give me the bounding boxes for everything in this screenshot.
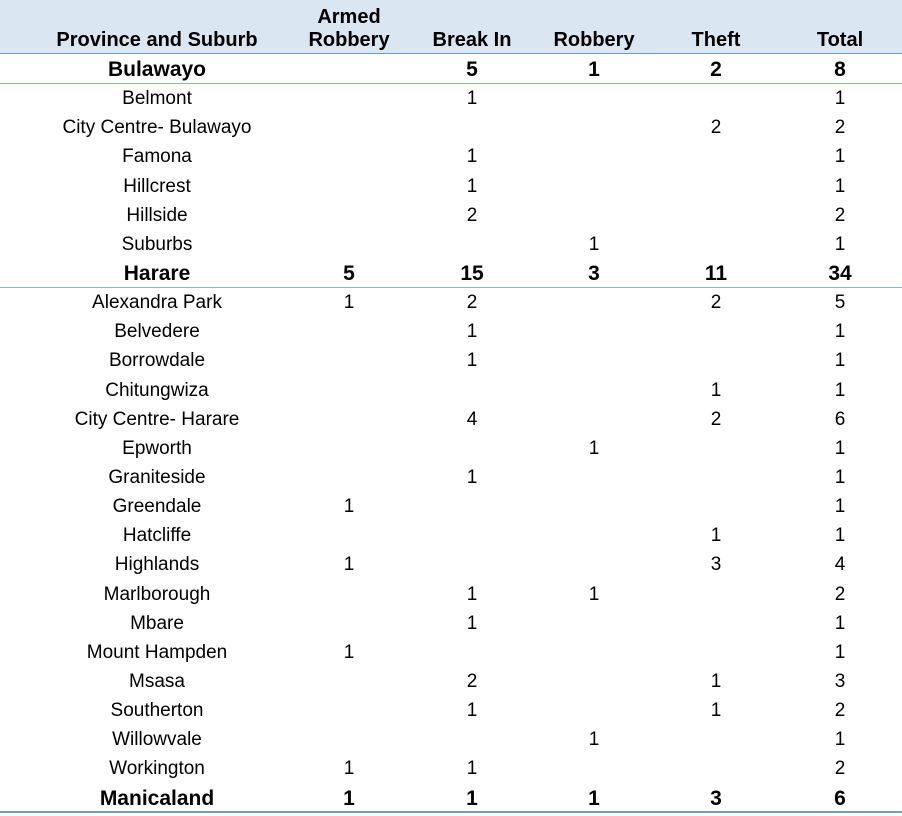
- province-row: [0, 784, 902, 813]
- suburb-row: [0, 638, 902, 667]
- table-body: [0, 55, 902, 813]
- cell-total: 1: [834, 379, 846, 401]
- cell-break-in: 1: [466, 350, 478, 372]
- suburb-row: [0, 754, 902, 783]
- cell-robbery: [544, 638, 644, 667]
- cell-robbery: [544, 463, 644, 492]
- suburb-row: [0, 288, 902, 317]
- cell-theft: [666, 609, 766, 638]
- cell-total: 1: [834, 321, 846, 343]
- suburb-row: [0, 550, 902, 579]
- cell-robbery: [544, 288, 644, 317]
- cell-robbery: [544, 667, 644, 696]
- cell-break-in: [422, 113, 522, 142]
- cell-total: 2: [834, 204, 846, 226]
- cell-theft: [666, 201, 766, 230]
- cell-robbery: [544, 113, 644, 142]
- cell-total: 1: [834, 466, 846, 488]
- suburb-row: [0, 725, 902, 754]
- cell-total: 1: [834, 350, 846, 372]
- cell-robbery: [544, 609, 644, 638]
- cell-robbery: 1: [588, 729, 600, 751]
- cell-theft: 1: [710, 670, 722, 692]
- suburb-row: [0, 521, 902, 550]
- cell-robbery: [544, 317, 644, 346]
- cell-theft: 1: [710, 379, 722, 401]
- header-robbery: Robbery: [553, 29, 635, 51]
- row-name: Marlborough: [103, 583, 211, 605]
- cell-theft: 11: [704, 261, 728, 285]
- suburb-row: [0, 113, 902, 142]
- cell-theft: [666, 346, 766, 375]
- cell-total: 1: [834, 175, 846, 197]
- cell-total: 1: [834, 88, 846, 110]
- suburb-row: [0, 696, 902, 725]
- row-name: Workington: [109, 758, 205, 780]
- row-name: Famona: [122, 146, 192, 168]
- cell-total: 4: [834, 554, 846, 576]
- cell-break-in: 5: [466, 58, 478, 81]
- cell-total: 2: [834, 758, 846, 780]
- cell-total: 6: [834, 408, 846, 430]
- cell-break-in: [422, 725, 522, 754]
- row-name: Hatcliffe: [122, 525, 192, 547]
- header-armed-line1: Armed: [317, 6, 381, 28]
- suburb-row: [0, 317, 902, 346]
- row-name: Belvedere: [114, 321, 200, 343]
- cell-total: 5: [834, 292, 846, 314]
- cell-theft: 2: [710, 117, 722, 139]
- cell-theft: [666, 580, 766, 609]
- cell-armed-robbery: [299, 113, 399, 142]
- cell-theft: 1: [710, 525, 722, 547]
- cell-armed-robbery: 1: [343, 758, 355, 780]
- cell-robbery: [544, 172, 644, 201]
- suburb-row: [0, 142, 902, 171]
- suburb-row: [0, 230, 902, 259]
- row-name: Highlands: [114, 554, 200, 576]
- cell-theft: [666, 754, 766, 783]
- cell-break-in: [422, 550, 522, 579]
- cell-total: 6: [834, 786, 846, 810]
- suburb-row: [0, 434, 902, 463]
- cell-total: 34: [828, 261, 852, 285]
- row-name: Harare: [123, 261, 191, 285]
- cell-theft: 3: [710, 786, 722, 810]
- cell-theft: [666, 638, 766, 667]
- suburb-row: [0, 376, 902, 405]
- cell-theft: [666, 230, 766, 259]
- suburb-row: [0, 84, 902, 113]
- cell-theft: 1: [710, 700, 722, 722]
- row-name: Belmont: [122, 88, 192, 110]
- cell-armed-robbery: [299, 667, 399, 696]
- header-total: Total: [816, 29, 864, 51]
- cell-total: 1: [834, 612, 846, 634]
- cell-break-in: 1: [466, 175, 478, 197]
- cell-total: 2: [834, 117, 846, 139]
- row-name: Msasa: [129, 670, 185, 692]
- cell-total: 1: [834, 641, 846, 663]
- cell-break-in: [422, 521, 522, 550]
- row-name: Mbare: [130, 612, 184, 634]
- cell-armed-robbery: [299, 521, 399, 550]
- cell-break-in: 1: [466, 700, 478, 722]
- row-name: Epworth: [122, 437, 192, 459]
- cell-robbery: 1: [588, 437, 600, 459]
- header-break-in: Break In: [432, 29, 512, 51]
- cell-break-in: 4: [466, 408, 478, 430]
- row-name: Hillcrest: [123, 175, 191, 197]
- cell-robbery: [544, 201, 644, 230]
- cell-robbery: 1: [588, 583, 600, 605]
- cell-robbery: 1: [588, 233, 600, 255]
- suburb-row: [0, 172, 902, 201]
- cell-total: 1: [834, 233, 846, 255]
- cell-theft: [666, 142, 766, 171]
- cell-break-in: [422, 434, 522, 463]
- cell-robbery: [544, 142, 644, 171]
- cell-armed-robbery: 1: [343, 554, 355, 576]
- cell-robbery: 1: [588, 58, 600, 81]
- cell-break-in: [422, 492, 522, 521]
- cell-robbery: [544, 84, 644, 113]
- cell-total: 1: [834, 496, 846, 518]
- cell-armed-robbery: [299, 172, 399, 201]
- cell-break-in: 2: [466, 670, 478, 692]
- row-name: Hillside: [126, 204, 188, 226]
- cell-armed-robbery: [299, 696, 399, 725]
- cell-armed-robbery: [299, 84, 399, 113]
- cell-armed-robbery: 1: [343, 786, 355, 810]
- cell-armed-robbery: 1: [343, 641, 355, 663]
- cell-break-in: 1: [466, 758, 478, 780]
- header-province-and-suburb: Province and Suburb: [56, 29, 258, 51]
- province-row: [0, 55, 902, 84]
- cell-break-in: 1: [466, 88, 478, 110]
- cell-armed-robbery: [299, 376, 399, 405]
- cell-theft: [666, 84, 766, 113]
- row-name: Southerton: [110, 700, 204, 722]
- suburb-row: [0, 580, 902, 609]
- cell-armed-robbery: [299, 580, 399, 609]
- header-armed-line2: Robbery: [308, 29, 390, 51]
- suburb-row: [0, 492, 902, 521]
- cell-total: 2: [834, 583, 846, 605]
- cell-break-in: 2: [466, 204, 478, 226]
- row-name: City Centre- Harare: [74, 408, 240, 430]
- row-name: Suburbs: [121, 233, 193, 255]
- cell-break-in: 15: [460, 261, 484, 285]
- header-theft: Theft: [691, 29, 741, 51]
- suburb-row: [0, 609, 902, 638]
- cell-break-in: 1: [466, 583, 478, 605]
- row-name: Manicaland: [99, 786, 215, 810]
- cell-armed-robbery: 5: [343, 261, 355, 285]
- cell-robbery: [544, 550, 644, 579]
- row-name: Bulawayo: [107, 58, 207, 81]
- suburb-row: [0, 405, 902, 434]
- header-armed-robbery: [299, 6, 399, 52]
- cell-total: 1: [834, 146, 846, 168]
- row-name: Mount Hampden: [86, 641, 228, 663]
- cell-theft: [666, 725, 766, 754]
- cell-armed-robbery: [299, 725, 399, 754]
- cell-armed-robbery: [299, 201, 399, 230]
- cell-total: 1: [834, 729, 846, 751]
- suburb-row: [0, 667, 902, 696]
- cell-armed-robbery: 1: [343, 496, 355, 518]
- cell-robbery: 1: [588, 786, 600, 810]
- row-name: Alexandra Park: [92, 292, 222, 314]
- cell-robbery: [544, 346, 644, 375]
- cell-total: 2: [834, 700, 846, 722]
- cell-break-in: [422, 376, 522, 405]
- cell-theft: [666, 492, 766, 521]
- cell-armed-robbery: 1: [343, 292, 355, 314]
- cell-robbery: [544, 754, 644, 783]
- suburb-row: [0, 346, 902, 375]
- cell-armed-robbery: [299, 230, 399, 259]
- row-name: Chitungwiza: [105, 379, 209, 401]
- cell-theft: 2: [710, 292, 722, 314]
- cell-armed-robbery: [299, 405, 399, 434]
- row-name: Willowvale: [112, 729, 202, 751]
- province-row: [0, 259, 902, 288]
- cell-armed-robbery: [299, 609, 399, 638]
- cell-break-in: 1: [466, 146, 478, 168]
- cell-robbery: [544, 405, 644, 434]
- cell-break-in: [422, 638, 522, 667]
- cell-break-in: 1: [466, 321, 478, 343]
- cell-armed-robbery: [299, 434, 399, 463]
- cell-theft: 3: [710, 554, 722, 576]
- cell-robbery: [544, 696, 644, 725]
- cell-armed-robbery: [299, 142, 399, 171]
- cell-armed-robbery: [299, 463, 399, 492]
- cell-armed-robbery: [299, 346, 399, 375]
- row-name: City Centre- Bulawayo: [62, 117, 252, 139]
- cell-theft: 2: [710, 408, 722, 430]
- cell-total: 1: [834, 525, 846, 547]
- suburb-row: [0, 201, 902, 230]
- cell-robbery: [544, 521, 644, 550]
- cell-theft: [666, 434, 766, 463]
- row-name: Graniteside: [108, 466, 206, 488]
- cell-theft: [666, 317, 766, 346]
- cell-break-in: [422, 230, 522, 259]
- table-header: [0, 0, 902, 54]
- cell-armed-robbery: [299, 55, 399, 84]
- suburb-row: [0, 463, 902, 492]
- cell-theft: [666, 463, 766, 492]
- cell-robbery: [544, 492, 644, 521]
- cell-break-in: 1: [466, 466, 478, 488]
- cell-break-in: 1: [466, 612, 478, 634]
- cell-break-in: 2: [466, 292, 478, 314]
- cell-robbery: [544, 376, 644, 405]
- cell-break-in: 1: [466, 786, 478, 810]
- row-name: Greendale: [112, 496, 202, 518]
- cell-theft: 2: [710, 58, 722, 81]
- cell-total: 1: [834, 437, 846, 459]
- cell-theft: [666, 172, 766, 201]
- row-name: Borrowdale: [108, 350, 206, 372]
- cell-armed-robbery: [299, 317, 399, 346]
- cell-total: 3: [834, 670, 846, 692]
- cell-total: 8: [834, 58, 846, 81]
- cell-robbery: 3: [588, 261, 600, 285]
